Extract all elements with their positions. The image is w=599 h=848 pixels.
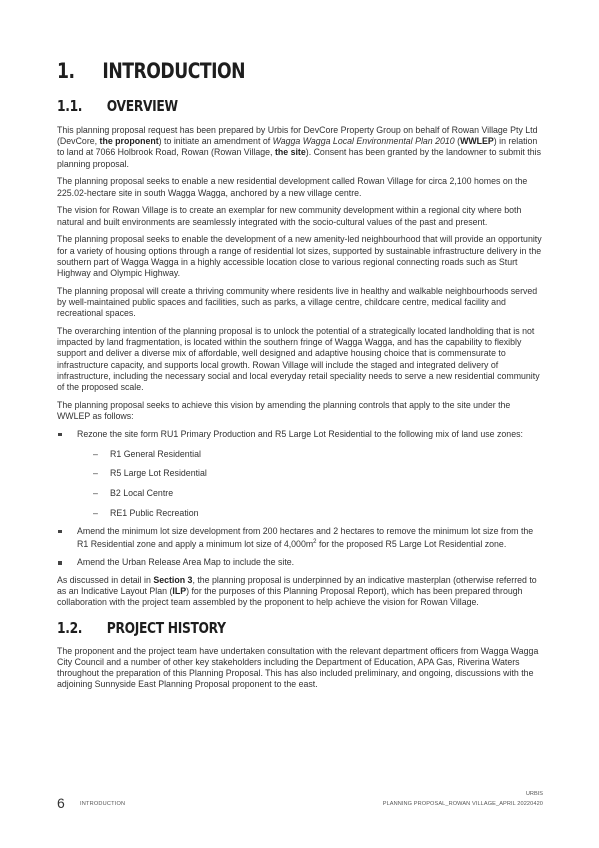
list-item-text: Amend the Urban Release Area Map to include the site.	[77, 557, 295, 568]
dash-icon: –	[93, 468, 98, 479]
list-item-text: Rezone the site form RU1 Primary Production and R5 Large Lot Residential to the following mix of land use zones:	[77, 428, 523, 439]
history-heading	[57, 619, 455, 637]
list-item-text: for the proposed R5 Large Lot Residential zone.	[316, 538, 507, 549]
history-number: 1.2.	[57, 618, 83, 637]
history-paragraph-1: The proponent and the project team have undertaken consultation with the relevant department officers from Wagga Wagga City Council and a number of other key stakeholders including the Department of Education, APA Gas, Riverina Waters throughout the preparation of this Planning Proposal. This has also included preliminary, and ongoing, discussions with the adjoining Sunnyside East Planning Proposal proponent to the east.	[57, 645, 539, 690]
overview-paragraph-5: The planning proposal will create a thriving community where residents live in healthy and walkable neighbourhoods served by well-maintained public spaces and facilities, such as parks, a village centre, childcare centre, medical facility and recreational spaces.	[57, 285, 538, 319]
overview-paragraph-2: The planning proposal seeks to enable a new residential development called Rowan Village for circa 2,100 homes on the 225.02-hectare site in south Wagga Wagga, anchored by a new village centre.	[57, 176, 528, 198]
dash-icon: –	[93, 487, 98, 498]
section-heading	[57, 59, 455, 83]
bold-term: WWLEP	[460, 136, 494, 147]
text-run: ) in relation to land at 7066 Holbrook Road, Rowan (Rowan Village,	[57, 136, 538, 158]
overview-paragraph-6: The overarching intention of the planning proposal is to unlock the potential of a strategically located landholding that is not impacted by land fragmentation, is located within the southern fringe of Wagga Wagga, and has the capability to flexibly support and deliver a diverse mix of affordable, well designed and adaptive housing choice that is commensurate to infrastructure capacity, and supports local growth. Rowan Village will include the staged and integrated delivery of infrastructure, including the necessary social and local everyday retail speciality needs to serve a new residential community of the proposed scale.	[57, 326, 540, 393]
list-item-text: Amend the minimum lot size development from 200 hectares and 2 hectares to remove the minimum lot size from the R1 Residential zone and apply a minimum lot size of 4,000m	[77, 525, 534, 549]
zone-label: R1 General Residential	[110, 448, 201, 459]
zone-label: R5 Large Lot Residential	[110, 468, 207, 479]
section-number: 1.	[57, 59, 75, 83]
superscript: 2	[313, 539, 317, 546]
page-number: 6	[57, 795, 65, 811]
overview-title: OVERVIEW	[106, 97, 178, 115]
bold-term: the proponent	[99, 136, 159, 147]
overview-paragraph-8	[57, 575, 542, 609]
text-run: ) to initiate an amendment of	[158, 136, 273, 147]
text-run: , the planning proposal is underpinned by an indicative masterplan (otherwise referred to as an Indicative Layout Plan (	[57, 574, 537, 597]
text-run: This planning proposal request has been prepared by Urbis for DevCore Property Group on behalf of Rowan Village Pty Ltd (DevCore,	[57, 125, 538, 147]
text-run: ). Consent has been granted by the landowner to submit this planning proposal.	[57, 147, 541, 169]
dash-icon: –	[93, 507, 98, 518]
zone-label: B2 Local Centre	[110, 487, 174, 498]
bold-term: Section 3	[153, 574, 193, 585]
footer-document-name: PLANNING PROPOSAL_ROWAN VILLAGE_APRIL 20220420	[382, 801, 543, 807]
zone-label: RE1 Public Recreation	[110, 507, 199, 518]
overview-paragraph-1	[57, 125, 542, 170]
bold-term: the site	[274, 147, 306, 158]
overview-heading	[57, 97, 455, 115]
overview-paragraph-3: The vision for Rowan Village is to create an exemplar for new community development within a regional city where both natural and built environments are seamlessly integrated with the socio-cultural values of the past and present.	[57, 205, 522, 227]
bold-term: ILP	[172, 586, 187, 597]
zone-item	[77, 508, 542, 519]
footer-section-label: INTRODUCTION	[80, 801, 126, 807]
text-run: ) for the purposes of this Planning Proposal Report), which has been prepared through collaboration with the project team assembled by the proponent to help achieve the vision for Rowan Village.	[57, 586, 523, 608]
italic-title: Wagga Wagga Local Environmental Plan 2010	[272, 136, 455, 147]
zone-item	[77, 449, 542, 460]
text-run: (	[454, 136, 461, 147]
zone-item	[77, 468, 542, 479]
history-title: PROJECT HISTORY	[106, 618, 226, 637]
overview-paragraph-7: The planning proposal seeks to achieve this vision by amending the planning controls that apply to the site under the WWLEP as follows:	[57, 399, 511, 422]
amendment-list	[57, 429, 542, 569]
amendment-item-urban-release	[57, 557, 542, 568]
overview-paragraph-4: The planning proposal seeks to enable the development of a new amenity-led neighbourhood that will provide an opportunity for a variety of housing options through a range of residential lot sizes, supported by sustainable infrastructure delivery in the southern part of Wagga Wagga in a highly accessible location close to various regional connecting roads such as Sturt Highway and Olympic Highway.	[57, 234, 542, 279]
zone-item	[77, 488, 542, 499]
footer-brand: URBIS	[525, 791, 543, 797]
text-run: As discussed in detail in	[57, 574, 154, 585]
amendment-item-lot-size	[57, 526, 542, 550]
zone-list	[77, 449, 542, 519]
amendment-item-rezone	[57, 429, 542, 519]
dash-icon: –	[93, 448, 98, 459]
section-title: INTRODUCTION	[102, 59, 246, 83]
bullet-square-icon	[58, 530, 62, 534]
overview-number: 1.1.	[57, 97, 83, 115]
bullet-square-icon	[58, 433, 62, 437]
bullet-square-icon	[58, 561, 62, 565]
page-content	[57, 59, 542, 690]
